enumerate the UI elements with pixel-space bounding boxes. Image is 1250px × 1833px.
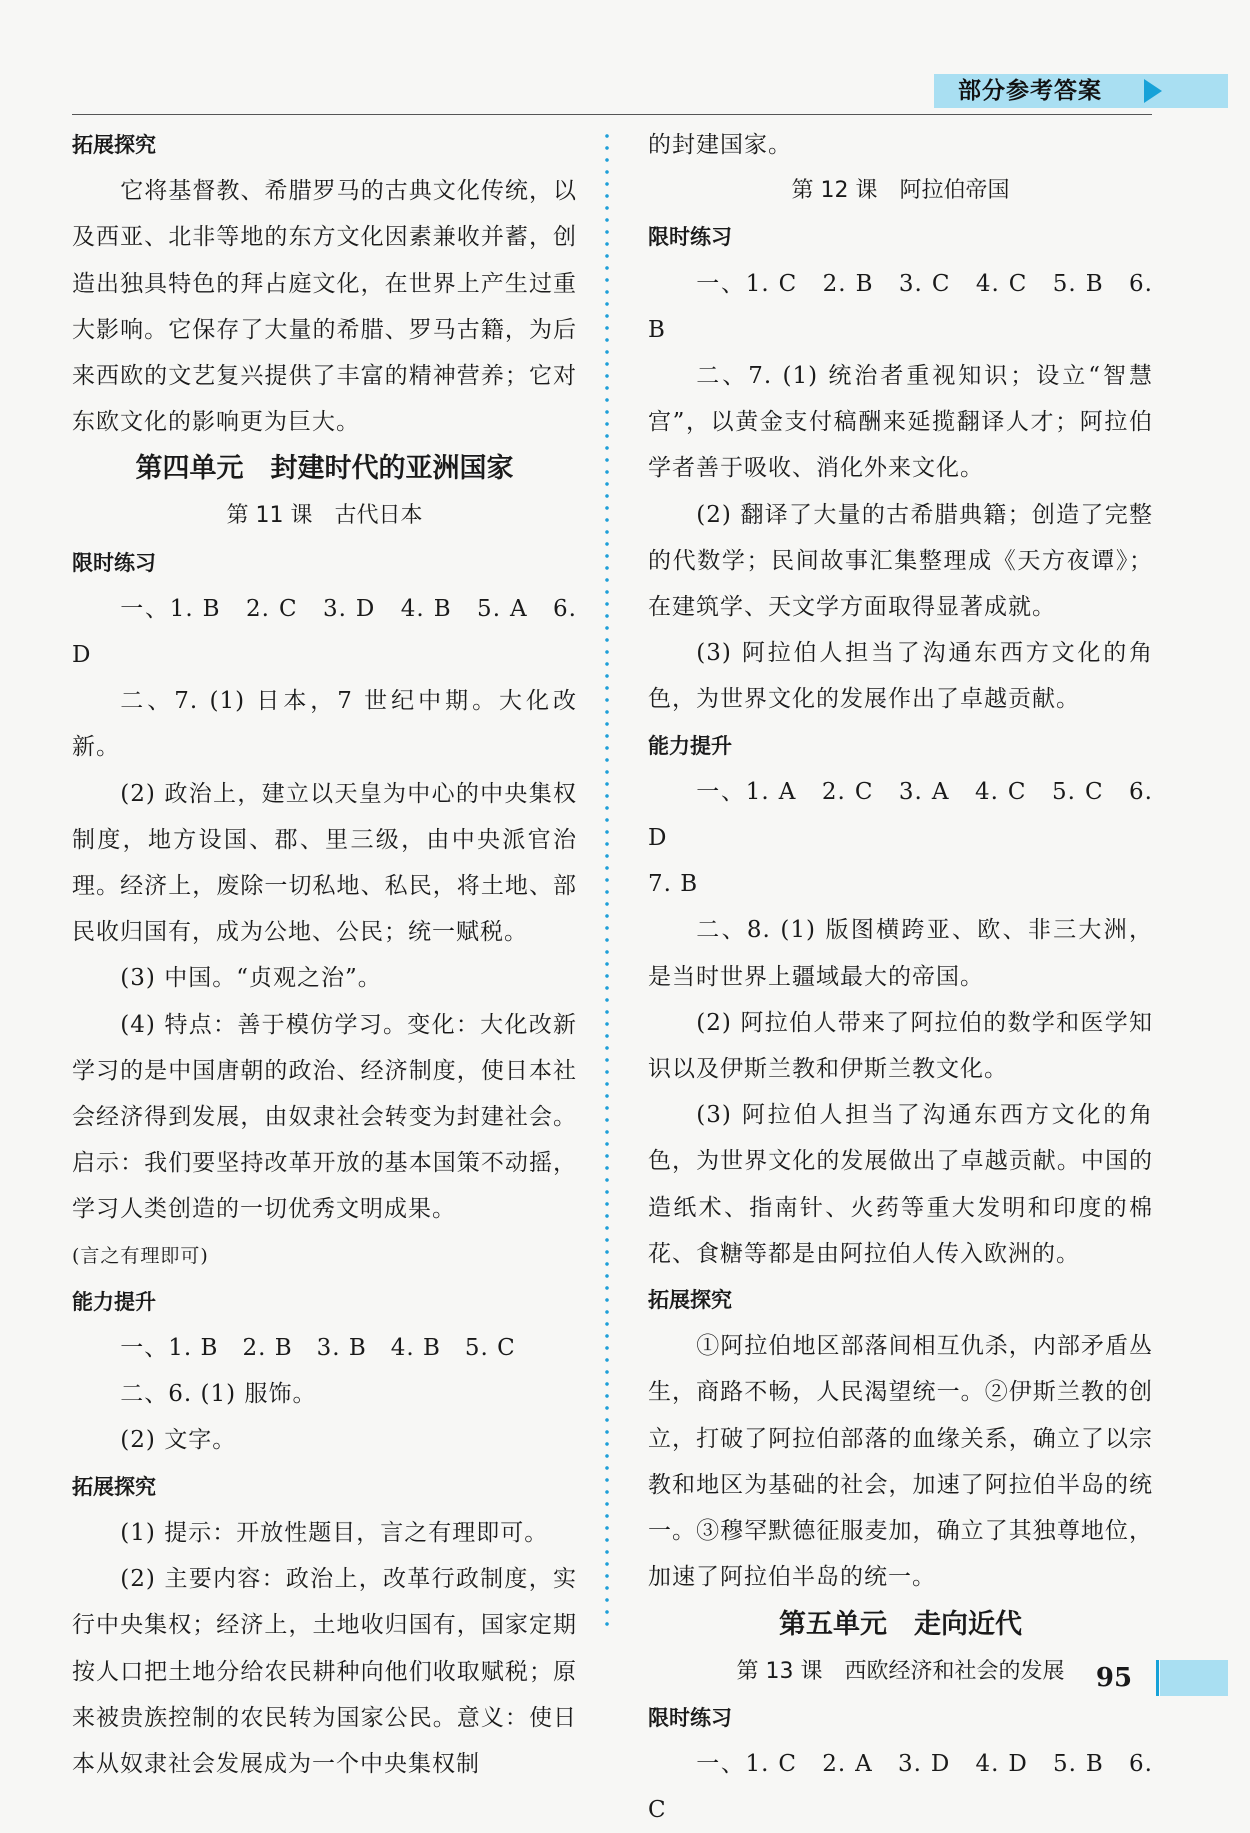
unit-title: 第五单元 走向近代 [779,1608,1022,1640]
answer-paragraph: 二、8. (1) 版图横跨亚、欧、非三大洲，是当时世界上疆域最大的帝国。 [648,917,1153,990]
answer-paragraph: (4) 特点：善于模仿学习。变化：大化改新学习的是中国唐朝的政治、经济制度，使日本社会经济得到发展，由奴隶社会转变为封建社会。启示：我们要坚持改革开放的基本国策不动摇，学习人类创造的一切优秀文明成果。 [72,1011,577,1223]
section-title: 限时练习 [648,1705,732,1730]
answer-line: (2) 文字。 [120,1427,237,1454]
answer-line: 二、7. (1) 日本，7 世纪中期。大化改新。 [72,688,577,761]
answer-paragraph: (3) 阿拉伯人担当了沟通东西方文化的角色，为世界文化的发展做出了卓越贡献。中国的造纸术、指南针、火药等重大发明和印度的棉花、食糖等都是由阿拉伯人传入欧洲的。 [648,1102,1153,1267]
section-title: 能力提升 [648,733,732,758]
page-number: 95 [1095,1663,1133,1693]
section-title: 能力提升 [72,1289,156,1314]
section-title: 拓展探究 [648,1288,732,1313]
answer-line: 一、1. B 2. B 3. B 4. B 5. C [120,1335,516,1362]
answer-line: 一、1. A 2. C 3. A 4. C 5. C 6. D [648,778,1153,852]
section-title: 限时练习 [72,550,156,575]
page-number-tab [1160,1660,1228,1696]
lesson-title: 第 13 课 西欧经济和社会的发展 [736,1658,1065,1684]
left-column [72,122,577,1787]
answer-paragraph: (2) 主要内容：政治上，改革行政制度，实行中央集权；经济上，土地收归国有，国家定期按人口把土地分给农民耕种向他们收取赋税；原来被贵族控制的农民转为国家公民。意义：使日本从奴隶社会发展成为一个中央集权制 [72,1566,577,1777]
answer-line: 一、1. C 2. A 3. D 4. D 5. B 6. C [648,1750,1153,1824]
right-column [648,122,1153,1833]
lesson-title: 第 12 课 阿拉伯帝国 [791,178,1010,204]
section-title: 拓展探究 [72,1474,156,1499]
header-title: 部分参考答案 [958,78,1102,104]
lesson-title: 第 11 课 古代日本 [226,503,423,529]
answer-line: 二、6. (1) 服饰。 [120,1381,317,1408]
unit-title: 第四单元 封建时代的亚洲国家 [135,453,514,485]
column-divider [605,130,609,1630]
answer-paragraph: (3) 阿拉伯人担当了沟通东西方文化的角色，为世界文化的发展作出了卓越贡献。 [648,640,1153,713]
section-title: 限时练习 [648,225,732,250]
header-divider [72,114,1152,115]
answer-line: 一、1. C 2. B 3. C 4. C 5. B 6. B [648,270,1153,343]
arrow-right-icon [1144,79,1162,103]
answer-line: (3) 中国。“贞观之治”。 [120,965,382,992]
page-number-rule [1156,1660,1159,1696]
answer-line: (1) 提示：开放性题目，言之有理即可。 [120,1519,549,1546]
answer-paragraph: 二、7. (1) 统治者重视知识；设立“智慧宫”，以黄金支付稿酬来延揽翻译人才；阿拉伯学者善于吸收、消化外来文化。 [648,363,1153,482]
answer-note: (言之有理即可) [72,1244,209,1267]
answer-paragraph: 它将基督教、希腊罗马的古典文化传统，以及西亚、北非等地的东方文化因素兼收并蓄，创造出独具特色的拜占庭文化，在世界上产生过重大影响。它保存了大量的希腊、罗马古籍，为后来西欧的文艺复兴提供了丰富的精神营养；它对东欧文化的影响更为巨大。 [72,178,577,436]
answer-paragraph: (2) 政治上，建立以天皇为中心的中央集权制度，地方设国、郡、里三级，由中央派官治理。经济上，废除一切私地、私民，将土地、部民收归国有，成为公地、公民；统一赋税。 [72,780,577,946]
answer-line: 7. B [648,871,699,898]
answer-paragraph: ①阿拉伯地区部落间相互仇杀，内部矛盾丛生，商路不畅，人民渴望统一。②伊斯兰教的创立，打破了阿拉伯部落的血缘关系，确立了以宗教和地区为基础的社会，加速了阿拉伯半岛的统一。③穆罕默德征服麦加，确立了其独尊地位，加速了阿拉伯半岛的统一。 [648,1333,1153,1591]
answer-line: 的封建国家。 [648,132,792,158]
section-title: 拓展探究 [72,133,156,157]
answer-line: 一、1. B 2. C 3. D 4. B 5. A 6. D [72,595,577,669]
answer-paragraph: (2) 阿拉伯人带来了阿拉伯的数学和医学知识以及伊斯兰教和伊斯兰教文化。 [648,1009,1153,1083]
answer-paragraph: (2) 翻译了大量的古希腊典籍；创造了完整的代数学；民间故事汇集整理成《天方夜谭》；在建筑学、天文学方面取得显著成就。 [648,501,1153,621]
